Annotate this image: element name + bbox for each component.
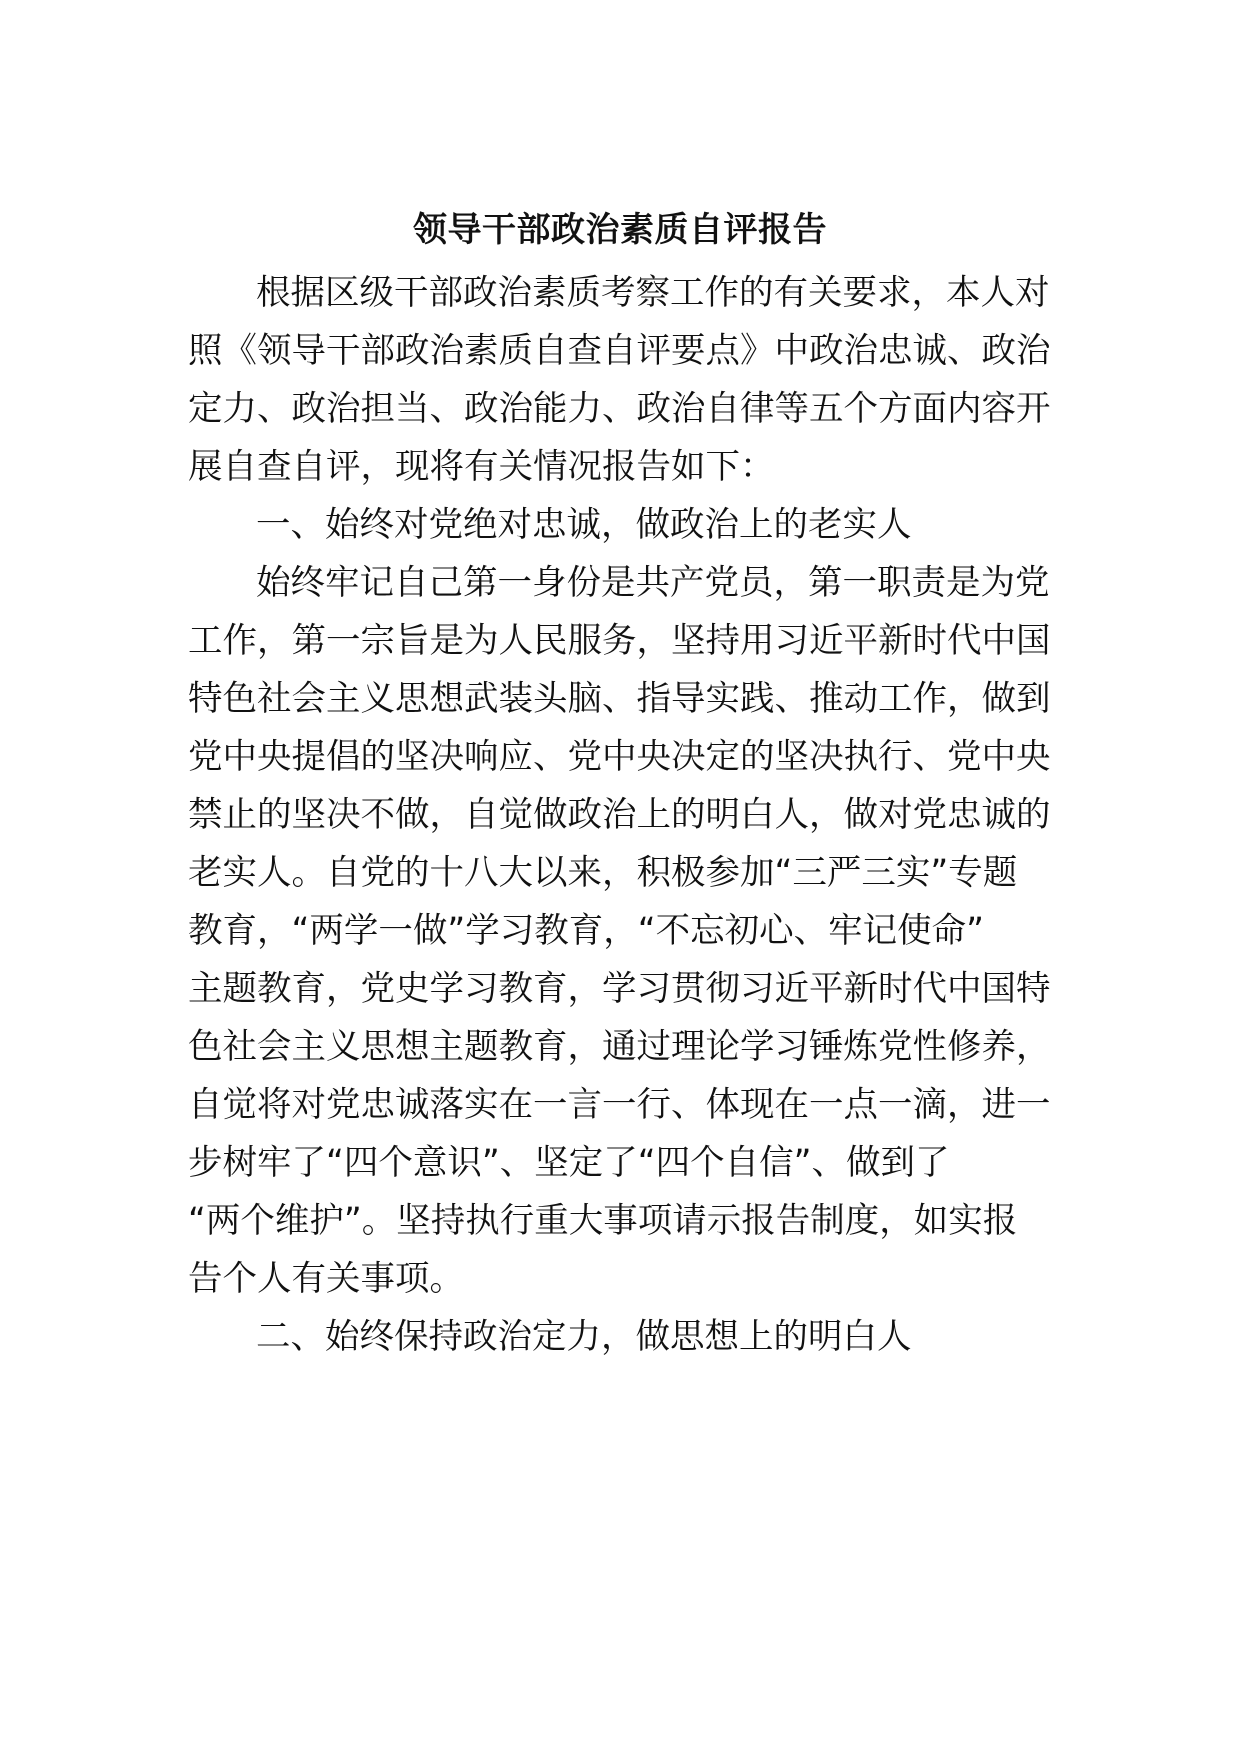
document-title: 领导干部政治素质自评报告 [413,210,827,250]
section-heading: 二、始终保持政治定力，做思想上的明白人 [256,1317,912,1357]
paragraph-line: 老实人。自党的十八大以来，积极参加“三严三实”专题 [188,853,1018,893]
paragraph-line: 告个人有关事项。 [188,1259,464,1299]
paragraph-line: 工作，第一宗旨是为人民服务，坚持用习近平新时代中国 [188,621,1051,661]
paragraph-line: 定力、政治担当、政治能力、政治自律等五个方面内容开 [188,389,1051,429]
paragraph-line: 主题教育，党史学习教育，学习贯彻习近平新时代中国特 [188,969,1051,1009]
paragraph-line: “两个维护”。坚持执行重大事项请示报告制度，如实报 [188,1201,1018,1241]
paragraph-line: 自觉将对党忠诚落实在一言一行、体现在一点一滴，进一 [188,1085,1051,1125]
paragraph-line: 始终牢记自己第一身份是共产党员，第一职责是为党 [256,563,1050,603]
paragraph-line: 照《领导干部政治素质自查自评要点》中政治忠诚、政治 [188,331,1051,371]
paragraph-line: 党中央提倡的坚决响应、党中央决定的坚决执行、党中央 [188,737,1051,777]
paragraph-line: 根据区级干部政治素质考察工作的有关要求，本人对 [256,273,1050,313]
paragraph-line: 展自查自评，现将有关情况报告如下： [188,447,775,487]
section-heading: 一、始终对党绝对忠诚，做政治上的老实人 [256,505,912,545]
paragraph-line: 禁止的坚决不做，自觉做政治上的明白人，做对党忠诚的 [188,795,1051,835]
paragraph-line: 特色社会主义思想武装头脑、指导实践、推动工作，做到 [188,679,1051,719]
paragraph-line: 教育，“两学一做”学习教育，“不忘初心、牢记使命” [188,911,984,951]
paragraph-line: 色社会主义思想主题教育，通过理论学习锤炼党性修养， [188,1027,1051,1067]
paragraph-line: 步树牢了“四个意识”、坚定了“四个自信”、做到了 [188,1143,950,1183]
